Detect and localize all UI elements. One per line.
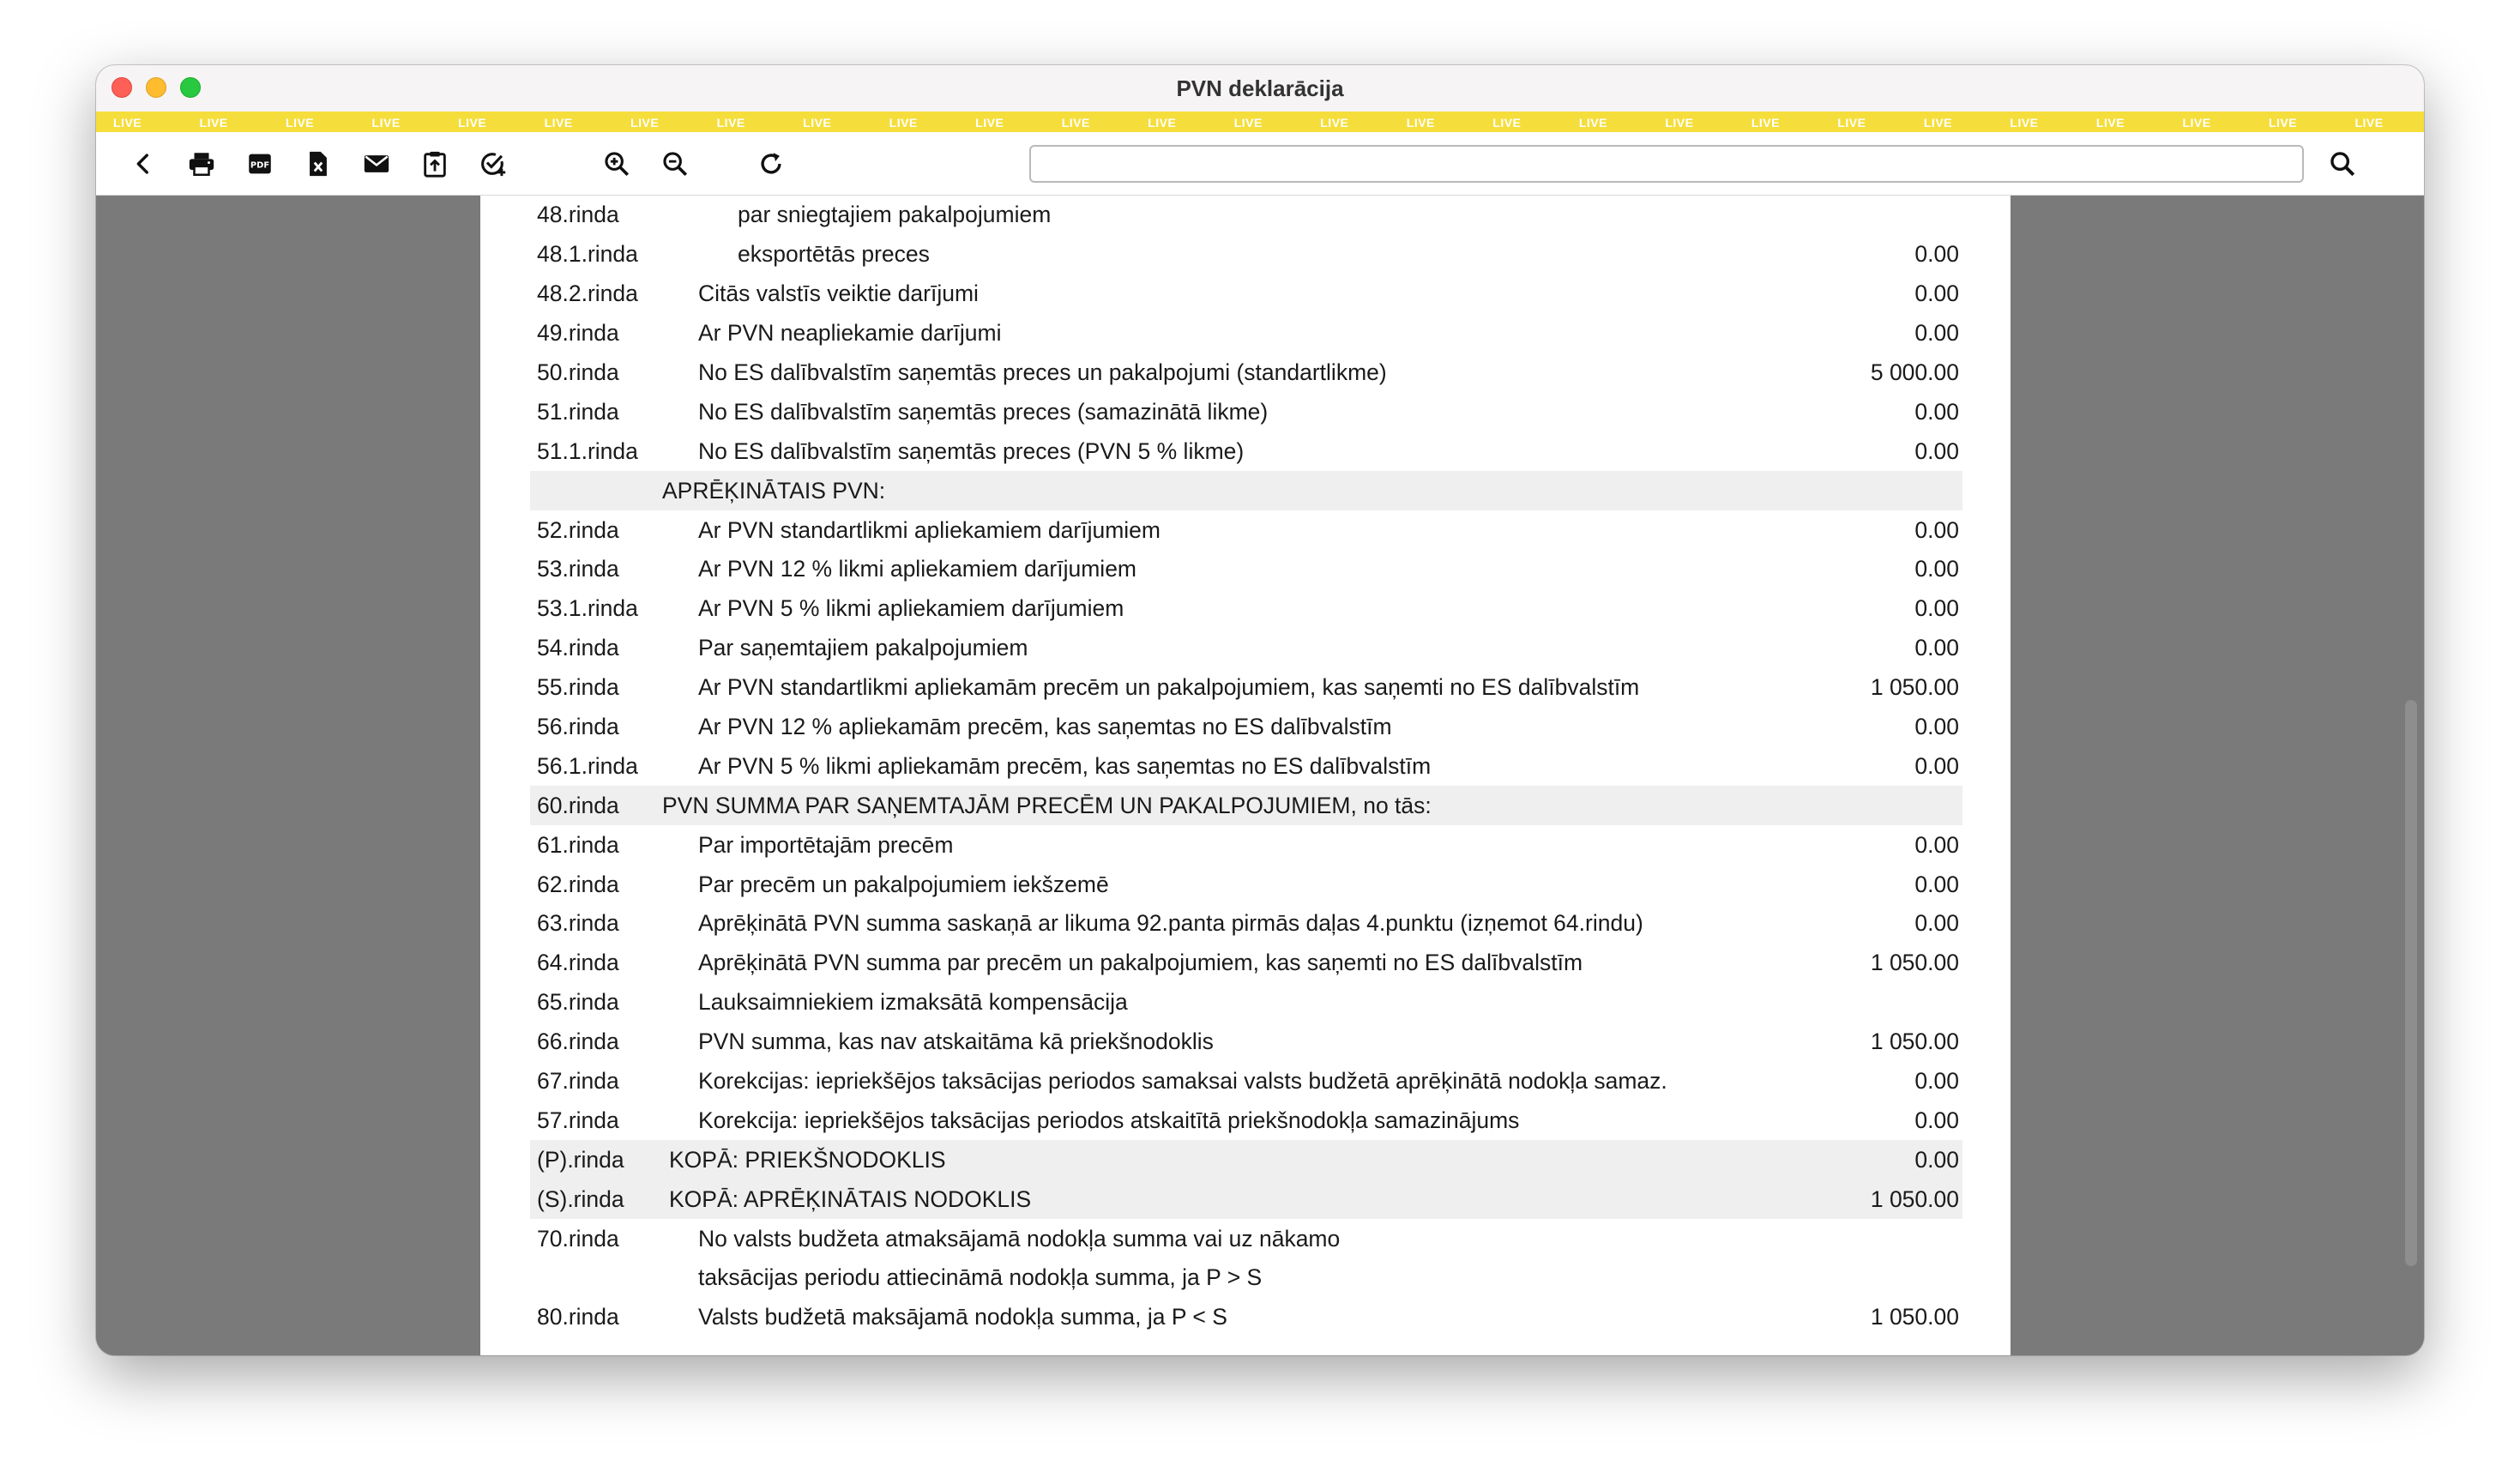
report-row [530,471,1962,510]
svg-text:PDF: PDF [250,160,270,171]
report-row [530,786,1962,825]
row-value: 0.00 [1914,281,1959,307]
row-value: 0.00 [1914,714,1959,740]
row-code: 62.rinda [537,871,619,897]
row-description: KOPĀ: APRĒĶINĀTAIS NODOKLIS [669,1185,1032,1212]
row-description: Ar PVN 5 % likmi apliekamām precēm, kas saņemtas no ES dalībvalstīm [698,752,1432,779]
report-row [530,904,1962,944]
row-code: 56.1.rinda [537,752,638,779]
row-code: 53.rinda [537,556,619,582]
row-value: 5 000.00 [1870,359,1959,385]
row-value: 0.00 [1914,595,1959,622]
report-row [530,1219,1962,1258]
live-label: LIVE [1751,116,1780,130]
clipboard-upload-icon[interactable] [419,148,451,180]
live-mode-strip [96,112,2424,132]
report-row [530,1062,1962,1101]
document-viewer[interactable] [96,196,2424,1355]
report-page [480,196,2011,1355]
refresh-icon[interactable] [755,148,787,180]
row-description: No ES dalībvalstīm saņemtās preces (samazinātā likme) [698,398,1269,425]
row-value: 0.00 [1914,752,1959,779]
report-row [530,1298,1962,1337]
window-controls [112,77,201,98]
row-description: Citās valstīs veiktie darījumi [698,281,979,307]
live-label: LIVE [1492,116,1522,130]
live-label: LIVE [2010,116,2039,130]
live-label: LIVE [803,116,832,130]
live-label: LIVE [2095,116,2125,130]
row-code: 60.rinda [537,792,619,818]
row-description: APRĒĶINĀTAIS PVN: [662,477,886,504]
row-code: 64.rinda [537,950,619,976]
live-label: LIVE [1406,116,1435,130]
row-code: (P).rinda [537,1146,624,1173]
report-row [530,550,1962,589]
report-row [530,1140,1962,1179]
live-label: LIVE [1061,116,1090,130]
live-label: LIVE [2182,116,2211,130]
row-code: 57.rinda [537,1107,619,1133]
live-label: LIVE [1923,116,1952,130]
report-row [530,589,1962,629]
row-description: PVN SUMMA PAR SAŅEMTAJĀM PRECĒM UN PAKALPOJUMIEM, no tās: [662,792,1432,818]
live-label: LIVE [630,116,660,130]
search-icon[interactable] [2326,148,2359,180]
row-description: PVN summa, kas nav atskaitāma kā priekšnodoklis [698,1029,1214,1055]
row-description: KOPĀ: PRIEKŠNODOKLIS [669,1146,946,1173]
live-label: LIVE [199,116,228,130]
zoom-out-icon[interactable] [659,148,691,180]
row-description: Ar PVN 12 % likmi apliekamiem darījumiem [698,556,1137,582]
window-title: PVN deklarācija [1176,75,1344,101]
report-row [530,629,1962,668]
live-label: LIVE [458,116,487,130]
row-code: 49.rinda [537,320,619,347]
live-label: LIVE [113,116,142,130]
row-description: Par saņemtajiem pakalpojumiem [698,635,1028,661]
report-row [530,274,1962,314]
report-row [530,708,1962,747]
check-add-icon[interactable] [477,148,509,180]
row-code: 50.rinda [537,359,619,385]
row-description: taksācijas periodu attiecināmā nodokļa summa, ja P > S [698,1264,1263,1291]
row-code: 61.rinda [537,831,619,858]
row-value: 1 050.00 [1870,1185,1959,1212]
zoom-window-button[interactable] [180,77,201,98]
printer-icon[interactable] [185,148,218,180]
row-value: 1 050.00 [1870,1304,1959,1330]
live-label: LIVE [1837,116,1866,130]
row-code: 63.rinda [537,910,619,937]
row-description: Aprēķinātā PVN summa saskaņā ar likuma 92.panta pirmās daļas 4.punktu (izņemot 64.rindu) [698,910,1643,937]
report-row [530,1101,1962,1140]
row-value: 1 050.00 [1870,674,1959,701]
report-row [530,865,1962,904]
row-description: No ES dalībvalstīm saņemtās preces un pakalpojumi (standartlikme) [698,359,1387,385]
report-row [530,944,1962,983]
excel-icon[interactable] [302,148,335,180]
minimize-window-button[interactable] [146,77,166,98]
row-description: Ar PVN 12 % apliekamām precēm, kas saņemtas no ES dalībvalstīm [698,714,1392,740]
report-row [530,1179,1962,1219]
live-label: LIVE [2354,116,2384,130]
scrollbar-thumb[interactable] [2405,700,2417,1266]
pdf-icon[interactable] [244,148,276,180]
row-code: 80.rinda [537,1304,619,1330]
row-code: 67.rinda [537,1068,619,1095]
row-value: 0.00 [1914,398,1959,425]
toolbar [96,132,2424,196]
row-code: 48.2.rinda [537,281,638,307]
row-value: 0.00 [1914,437,1959,464]
row-code: 51.rinda [537,398,619,425]
row-description: No valsts budžeta atmaksājamā nodokļa summa vai uz nākamo [698,1225,1341,1252]
live-label: LIVE [975,116,1004,130]
row-value: 0.00 [1914,516,1959,543]
row-description: Ar PVN neapliekamie darījumi [698,320,1002,347]
row-code: 55.rinda [537,674,619,701]
report-row [530,825,1962,865]
row-code: 66.rinda [537,1029,619,1055]
row-description: par sniegtajiem pakalpojumiem [738,202,1052,228]
app-window [96,65,2424,1355]
row-value: 0.00 [1914,556,1959,582]
row-value: 0.00 [1914,831,1959,858]
row-description: Par importētajām precēm [698,831,954,858]
row-description: Aprēķinātā PVN summa par precēm un pakalpojumiem, kas saņemti no ES dalībvalstīm [698,950,1583,976]
row-code: 51.1.rinda [537,437,638,464]
row-value: 0.00 [1914,910,1959,937]
close-window-button[interactable] [112,77,132,98]
row-value: 0.00 [1914,871,1959,897]
row-description: Korekcijas: iepriekšējos taksācijas periodos samaksai valsts budžetā aprēķinātā nodokļa samaz. [698,1068,1667,1095]
row-description: Par precēm un pakalpojumiem iekšzemē [698,871,1109,897]
row-value: 0.00 [1914,1068,1959,1095]
report-row [530,314,1962,353]
zoom-in-icon[interactable] [600,148,633,180]
report-row [530,353,1962,393]
row-code: 53.1.rinda [537,595,638,622]
row-value: 1 050.00 [1870,1029,1959,1055]
report-row [530,392,1962,431]
report-row [530,196,1962,235]
row-code: 56.rinda [537,714,619,740]
row-code: (S).rinda [537,1185,624,1212]
title-bar [96,65,2424,112]
row-description: Korekcija: iepriekšējos taksācijas periodos atskaitītā priekšnodokļa samazinājums [698,1107,1520,1133]
report-row [530,983,1962,1023]
live-label: LIVE [1233,116,1263,130]
mail-icon[interactable] [360,148,393,180]
live-label: LIVE [286,116,315,130]
row-description: Ar PVN standartlikmi apliekamām precēm un pakalpojumiem, kas saņemti no ES dalībvalstīm [698,674,1640,701]
row-value: 0.00 [1914,1146,1959,1173]
search-input[interactable] [1029,145,2304,183]
report-row [530,668,1962,708]
live-label: LIVE [544,116,573,130]
row-code: 48.1.rinda [537,241,638,268]
live-label: LIVE [1665,116,1694,130]
live-label: LIVE [1578,116,1607,130]
report-row [530,746,1962,786]
row-code: 54.rinda [537,635,619,661]
row-value: 0.00 [1914,241,1959,268]
live-label: LIVE [1320,116,1349,130]
row-value: 0.00 [1914,1107,1959,1133]
live-label: LIVE [889,116,918,130]
row-description: Valsts budžetā maksājamā nodokļa summa, ja P < S [698,1304,1227,1330]
report-row [530,1023,1962,1062]
report-table [530,196,1962,1337]
row-description: Lauksaimniekiem izmaksātā kompensācija [698,989,1128,1016]
row-code: 65.rinda [537,989,619,1016]
chevron-left-icon[interactable] [127,148,160,180]
row-value: 0.00 [1914,635,1959,661]
row-code: 52.rinda [537,516,619,543]
vertical-scrollbar[interactable] [2402,196,2419,1355]
live-label: LIVE [716,116,745,130]
live-label: LIVE [2268,116,2298,130]
row-description: No ES dalībvalstīm saņemtās preces (PVN 5 % likme) [698,437,1245,464]
row-code: 48.rinda [537,202,619,228]
row-description: eksportētās preces [738,241,930,268]
row-description: Ar PVN standartlikmi apliekamiem darījumiem [698,516,1161,543]
row-value: 1 050.00 [1870,950,1959,976]
report-row [530,235,1962,274]
live-label: LIVE [1148,116,1177,130]
report-row [530,1258,1962,1298]
report-row [530,431,1962,471]
row-code: 70.rinda [537,1225,619,1252]
row-description: Ar PVN 5 % likmi apliekamiem darījumiem [698,595,1124,622]
live-label: LIVE [371,116,401,130]
report-row [530,510,1962,550]
row-value: 0.00 [1914,320,1959,347]
